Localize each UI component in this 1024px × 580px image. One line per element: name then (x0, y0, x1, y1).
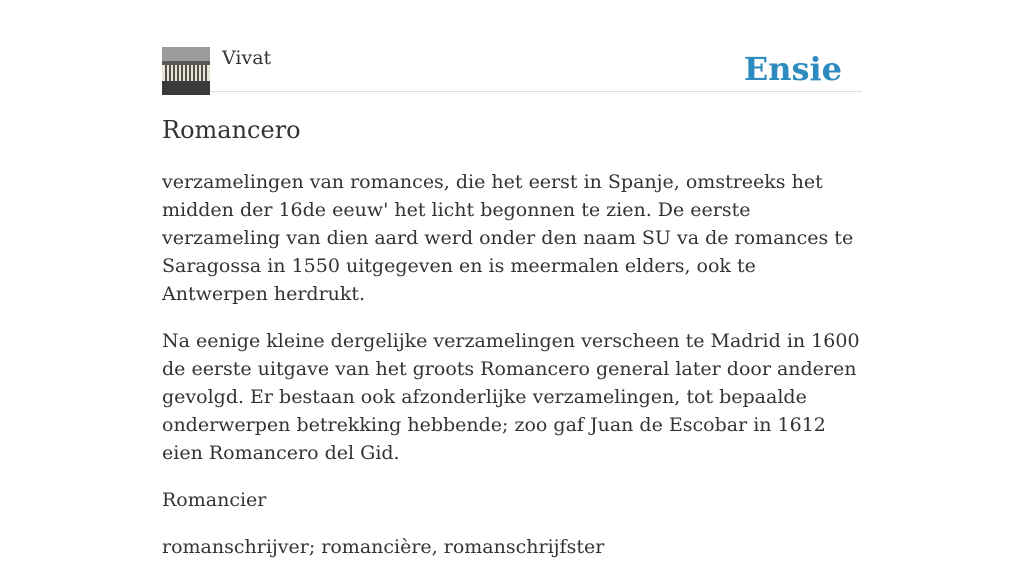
article-header (162, 0, 862, 92)
author-avatar[interactable] (162, 47, 210, 95)
article-title: Romancero (162, 116, 301, 144)
definition-paragraph-1: verzamelingen van romances, die het eerst in Spanje, omstreeks het midden der 16de eeuw' het licht begonnen te zien. De eerste verzameling van dien aard werd onder den naam SU va de romances te Saragossa in 1550 uitgegeven en is meermalen elders, ook te Antwerpen herdrukt. (162, 171, 854, 305)
ensie-logo-link[interactable]: Ensie (743, 50, 842, 88)
article-page (162, 0, 862, 558)
next-term-definition: romanschrijver; romancière, romanschrijfster (162, 536, 605, 558)
piano-keys-icon (162, 47, 210, 95)
definition-paragraph-2: Na eenige kleine dergelijke verzamelingen verscheen te Madrid in 1600 de eerste uitgave van het groots Romancero general later door anderen gevolgd. Er bestaan ook afzonderlijke verzamelingen, tot bepaalde onderwerpen betrekking hebbende; zoo gaf Juan de Escobar in 1612 eien Romancero del Gid. (162, 330, 860, 464)
next-term-heading: Romancier (162, 489, 267, 511)
author-name[interactable]: Vivat (222, 47, 272, 69)
article-content (162, 168, 862, 580)
